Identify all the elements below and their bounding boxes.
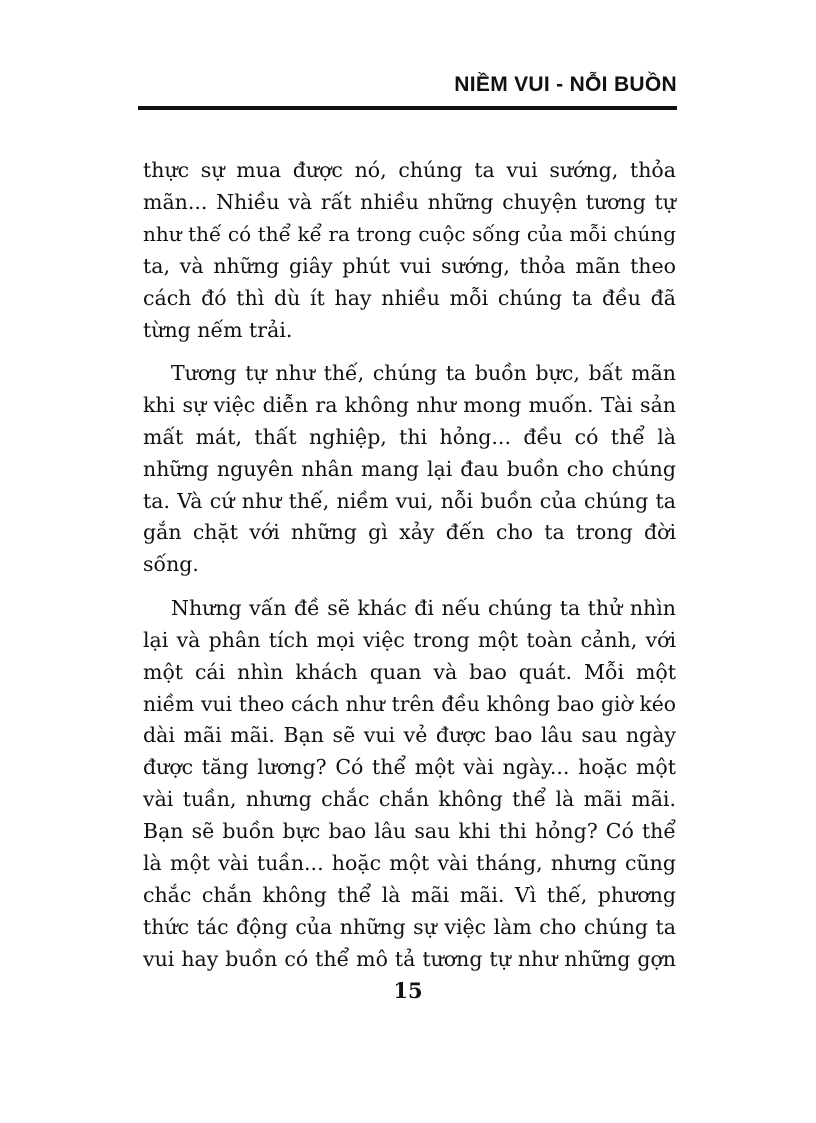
text-line: ta. Và cứ như thế, niềm vui, nỗi buồn của chúng ta bbox=[143, 488, 676, 513]
text-line: là một vài tuần... hoặc một vài tháng, nhưng cũng bbox=[143, 851, 676, 876]
text-line: dài mãi mãi. Bạn sẽ vui vẻ được bao lâu sau ngày bbox=[143, 723, 676, 748]
paragraph-3 bbox=[143, 593, 676, 976]
text-line: niềm vui theo cách như trên đều không bao giờ kéo bbox=[143, 691, 676, 716]
text-line: lại và phân tích mọi việc trong một toàn cảnh, với bbox=[143, 627, 676, 652]
body-text bbox=[143, 155, 676, 976]
text-line: mãn... Nhiều và rất nhiều những chuyện tương tự bbox=[143, 189, 676, 214]
text-line: như thế có thể kể ra trong cuộc sống của mỗi chúng bbox=[143, 221, 676, 246]
header-rule bbox=[138, 106, 677, 110]
text-line: vài tuần, nhưng chắc chắn không thể là mãi mãi. bbox=[143, 787, 676, 812]
text-line: vui hay buồn có thể mô tả tương tự như những gợn bbox=[143, 946, 676, 971]
page-number: 15 bbox=[393, 978, 423, 1003]
text-line: chắc chắn không thể là mãi mãi. Vì thế, phương bbox=[143, 882, 676, 907]
text-line: được tăng lương? Có thể một vài ngày... hoặc một bbox=[143, 755, 676, 780]
text-line: ta, và những giây phút vui sướng, thỏa mãn theo bbox=[143, 253, 676, 278]
text-line: thực sự mua được nó, chúng ta vui sướng, thỏa bbox=[143, 158, 676, 182]
text-line: mất mát, thất nghiệp, thi hỏng... đều có thể là bbox=[143, 424, 676, 449]
text-line: thức tác động của những sự việc làm cho chúng ta bbox=[143, 914, 676, 939]
text-line: từng nếm trải. bbox=[143, 317, 293, 342]
text-line: gắn chặt với những gì xảy đến cho ta trong đời bbox=[143, 520, 676, 545]
text-line: Bạn sẽ buồn bực bao lâu sau khi thi hỏng? Có thể bbox=[143, 819, 676, 844]
text-line: những nguyên nhân mang lại đau buồn cho chúng bbox=[143, 456, 676, 481]
text-line: Nhưng vấn đề sẽ khác đi nếu chúng ta thử nhìn bbox=[171, 595, 676, 620]
text-line: khi sự việc diễn ra không như mong muốn. Tài sản bbox=[143, 392, 676, 417]
text-line: sống. bbox=[143, 552, 199, 577]
paragraph-1 bbox=[143, 155, 676, 346]
paragraph-2 bbox=[143, 358, 676, 581]
text-line: Tương tự như thế, chúng ta buồn bực, bất mãn bbox=[171, 360, 676, 385]
text-line: cách đó thì dù ít hay nhiều mỗi chúng ta đều đã bbox=[143, 285, 676, 310]
text-line: một cái nhìn khách quan và bao quát. Mỗi một bbox=[143, 659, 676, 684]
running-head-title: NIỀM VUI - NỖI BUỒN bbox=[454, 73, 677, 96]
